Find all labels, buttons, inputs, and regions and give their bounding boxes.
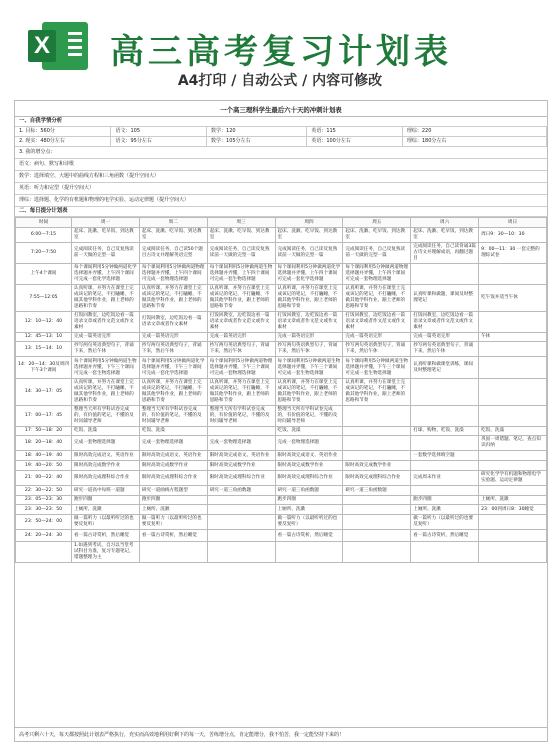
schedule-cell <box>343 505 411 515</box>
schedule-cell: 限时高效完成数学作业 <box>343 461 411 471</box>
schedule-cell: 每个课间利用5分钟做两道生物选择题并弄懂，下午三个课间可完成一套生物选择题 <box>72 357 140 379</box>
schedule-cell: 每个课间利用5分钟做两道物理选择题并弄懂，上午四个课间可完成一套物理选择题 <box>343 264 411 285</box>
schedule-cell: 研究一道曲线方程题型 <box>139 486 207 496</box>
schedule-cell <box>207 530 275 542</box>
schedule-cell: 限时高效完成数学作业 <box>275 461 343 471</box>
schedule-cell <box>479 451 547 461</box>
schedule-cell: 认真听课，并努力在课堂上完成该记的笔记，不打瞌睡，不做其他学科作业，跟上老师的思路和节奏 <box>139 379 207 406</box>
schedule-cell <box>275 542 343 563</box>
schedule-cell: 完成阅读任务，自己反复熟读前一天做的完型一篇 <box>72 243 140 264</box>
schedule-cell: 抄写两句英语典型句子，背诵下来，然后午休 <box>275 342 343 357</box>
schedule-cell: 认真听课，并努力在课堂上完成该记的笔记，不打瞌睡，不做其他学科作业，跟上老师的思路和节奏 <box>275 285 343 312</box>
column-header: 周二 <box>139 218 207 228</box>
table-row <box>16 379 547 406</box>
schedule-cell: 吃饭、洗澡 <box>275 427 343 436</box>
schedule-cell: 完成一篇英语完形 <box>207 333 275 342</box>
schedule-cell: 看一篇古诗赏析，然后睡觉 <box>139 530 207 542</box>
schedule-cell: 认真听课，并努力在课堂上完成该记的笔记，不打瞌睡，不做其他学科作业，跟上老师的思路和节奏 <box>207 285 275 312</box>
schedule-cell: 完成阅读任务，自己读反复熟读前一天做的完型一篇 <box>275 243 343 264</box>
table-row <box>16 312 547 333</box>
schedule-cell <box>343 406 411 427</box>
schedule-cell: 认真听课，并努力在课堂上完成该记的笔记，不打瞌睡，不做其他学科作业，跟上老师的思路和节奏 <box>275 379 343 406</box>
table-row <box>16 451 547 461</box>
schedule-cell: 每个课间利用5分钟做两道化学选择题并弄懂，上午四个课间可完成一套化学选择题 <box>72 264 140 285</box>
schedule-cell: 上厕所、洗漱 <box>411 505 479 515</box>
schedule-cell <box>479 379 547 406</box>
table-row <box>16 427 547 436</box>
schedule-cell <box>207 505 275 515</box>
score-cell: 数学：120 <box>207 127 307 136</box>
schedule-cell: 抄写两句英语典型句子，背诵下来，然后午休 <box>411 342 479 357</box>
schedule-cell: 抄写两句英语典型句子，背诵下来，然后午休 <box>139 342 207 357</box>
schedule-cell: 上厕所、洗漱 <box>275 505 343 515</box>
schedule-cell: 限时高效完成语文、英语作业 <box>72 451 140 461</box>
schedule-cell: 认真听课，并努力在课堂上完成该记的笔记，不打瞌睡，不做其他学科作业，跟上老师的思路和节奏 <box>343 285 411 312</box>
header <box>0 0 560 95</box>
time-cell: 22：30—22：50 <box>16 486 72 496</box>
schedule-cell: 跑步四圈 <box>72 496 140 505</box>
schedule-cell: 上厕所、洗漱 <box>139 505 207 515</box>
schedule-cell <box>207 542 275 563</box>
schedule-cell <box>479 312 547 333</box>
table-row <box>16 243 547 264</box>
schedule-cell <box>343 515 411 530</box>
schedule-cell: 看一篇古诗赏析，然后睡觉 <box>411 530 479 542</box>
schedule-cell <box>139 542 207 563</box>
schedule-cell: 上厕所、洗漱 <box>479 496 547 505</box>
schedule-cell <box>479 342 547 357</box>
column-header: 时间 <box>16 218 72 228</box>
schedule-cell <box>343 542 411 563</box>
schedule-cell: 打饭回教室，边吃饭边看一篇语录文章或者作文范文或作文素材 <box>72 312 140 333</box>
schedule-cell: 完成阅读任务，自己读50个题目古诗文并理解英语完型 <box>139 243 207 264</box>
table-row <box>16 436 547 451</box>
score-cell: 2. 现实：480分左右 <box>15 137 111 146</box>
time-cell: 13：15—14：10 <box>16 342 72 357</box>
time-cell: 14：30—17：05 <box>16 379 72 406</box>
schedule-cell: 认真听课，并努力在课堂上完成该记的笔记，不打瞌睡，不做其他学科作业，跟上老师的思路和节奏 <box>343 379 411 406</box>
table-row <box>16 496 547 505</box>
schedule-cell: 限时高效完成数学作业 <box>139 461 207 471</box>
schedule-cell: 一套数学选择填空题 <box>411 451 479 461</box>
time-cell: 21：00—22：40 <box>16 471 72 486</box>
score-cell: 英语：100分左右 <box>307 137 403 146</box>
section-heading-analysis: 一、自我学情分析 <box>15 117 547 127</box>
schedule-cell <box>479 542 547 563</box>
schedule-cell: 吃饭、洗澡 <box>479 427 547 436</box>
document-title: 一个高三理科学生最后六十天的冲刺计划表 <box>15 101 547 117</box>
schedule-cell: 限时高效完成理科综合作业 <box>72 471 140 486</box>
schedule-cell: 研究一道三角函数题 <box>275 486 343 496</box>
schedule-cell: 完成周末作业 <box>411 471 479 486</box>
schedule-cell <box>411 406 479 427</box>
column-header: 周日 <box>479 218 547 228</box>
schedule-cell: 认真听课和做题，课间及时整理笔记 <box>411 285 479 312</box>
schedule-cell: 打饭回教室，边吃饭边看一篇语录文章或者作文范文或作文素材 <box>275 312 343 333</box>
schedule-cell: 每个课间利用5分钟做两道物理选择题并弄懂，上午四个课间可完成一套物理选择题 <box>139 264 207 285</box>
schedule-cell: 起床、洗漱、吃早饭、到达教室 <box>72 228 140 243</box>
table-row <box>16 486 547 496</box>
schedule-cell: 完成一篇英语完形 <box>139 333 207 342</box>
schedule-cell: 吃午饭并适当午休 <box>479 285 547 312</box>
score-cell: 数学：105分左右 <box>207 137 307 146</box>
daily-schedule-table <box>15 217 547 563</box>
time-cell: 23：30—23：50 <box>16 505 72 515</box>
schedule-cell: 打饭回教室，边吃饭边看一篇语录文章或者作文素材 <box>139 312 207 333</box>
table-row <box>16 505 547 515</box>
schedule-cell: 抄写两句英语典型句子，背诵下来，然后午休 <box>72 342 140 357</box>
schedule-cell: 认真听课，并努力在课堂上完成该记的笔记，不打瞌睡，不做其他学科作业，跟上老师的思路和节奏 <box>207 379 275 406</box>
schedule-cell: 打球、购物、吃饭、洗澡 <box>411 427 479 436</box>
schedule-cell: 1.如遇到考试，自习以当堂考试科目为准，复习专题笔记，错题整理为主 <box>72 542 140 563</box>
score-cell: 理综：220 <box>403 127 547 136</box>
score-cell: 1. 目标：560分 <box>15 127 111 136</box>
schedule-cell: 做一篇听力（以最听听过的也要反复听） <box>139 515 207 530</box>
column-header: 周三 <box>207 218 275 228</box>
schedule-cell <box>411 436 479 451</box>
schedule-cell: 每个课间利用5分钟做两道生物选择题并弄懂，下午三个课间可完成一套生物选择题 <box>275 357 343 379</box>
schedule-cell: 完成一篇英语完形 <box>72 333 140 342</box>
schedule-cell: 每个课间利用5分钟做两道化学选择题并弄懂，下午三个课间可完成一套化学选择题 <box>139 357 207 379</box>
schedule-cell: 限时高效完成数学作业 <box>207 461 275 471</box>
schedule-cell: 每个课间利用5分钟做两道化学选择题并弄懂，上午四个课间可完成一套化学选择题 <box>275 264 343 285</box>
schedule-cell: 整理当天所有学科试卷完成的，有价值的笔记，不懂的及时问辅导老师 <box>275 406 343 427</box>
time-cell <box>16 542 72 563</box>
score-cell: 语文：95分左右 <box>111 137 207 146</box>
score-cell: 理综：180分左右 <box>403 137 547 146</box>
goal-scores-row <box>15 127 547 137</box>
column-header: 周六 <box>411 218 479 228</box>
schedule-cell: 限时高效完成理科综合作业 <box>207 471 275 486</box>
schedule-cell <box>479 530 547 542</box>
table-row <box>16 530 547 542</box>
time-cell: 6:00—7:15 <box>16 228 72 243</box>
schedule-cell <box>207 496 275 505</box>
score-cell: 英语：115 <box>307 127 403 136</box>
schedule-cell: 做一篇听力（以最听过的也要反复听） <box>411 515 479 530</box>
schedule-cell <box>479 461 547 471</box>
table-row <box>16 228 547 243</box>
schedule-cell: 23：00到周日8：30睡觉 <box>479 505 547 515</box>
schedule-cell: 限时高效完成数学作业 <box>72 461 140 471</box>
plan-sheet <box>14 100 548 742</box>
schedule-cell <box>411 264 479 285</box>
schedule-cell: 限时高效完成理科综合作业 <box>275 471 343 486</box>
schedule-cell: 完成一篇英语完形 <box>343 333 411 342</box>
time-cell: 上午4个课间 <box>16 264 72 285</box>
table-row <box>16 461 547 471</box>
schedule-cell <box>343 436 411 451</box>
column-header: 周四 <box>275 218 343 228</box>
time-cell: 12：10—12：40 <box>16 312 72 333</box>
schedule-cell: 完成阅读任务，自己读背诵3篇古诗文并理解成语，再翻过题目 <box>411 243 479 264</box>
table-row <box>16 471 547 486</box>
schedule-cell: 打饭回教室，边吃饭边看一篇语录文章或者作文范文或作文素材 <box>207 312 275 333</box>
schedule-cell: 看一篇古诗赏析，然后睡觉 <box>275 530 343 542</box>
schedule-cell <box>207 427 275 436</box>
table-row <box>16 342 547 357</box>
schedule-cell: 研究一道三角函数题 <box>207 486 275 496</box>
footer-note: 高考只剩六十天，每天都按照此计划表严格执行，充实而高效地利用好剩下的每一天，苦练增分点，肯定能增分，我不怕苦，我一定能坚持下来的！ <box>15 727 547 741</box>
schedule-cell: 每个课间利用5分钟做两道生物选择题并弄懂，下午三个课间可完成一套生物选择题 <box>343 357 411 379</box>
time-cell: 17：50—18：20 <box>16 427 72 436</box>
time-cell: 12：45—13：10 <box>16 333 72 342</box>
schedule-cell: 打饭回教室，边吃饭边看一篇语录文章或者作文范文或作文素材 <box>343 312 411 333</box>
schedule-cell: 跑步四圈 <box>411 496 479 505</box>
improvement-item: 理综：选择题、化学的有机题和物理的电学实验、运动定律题（提升空间大） <box>15 195 547 207</box>
schedule-cell: 限时高效完成理科综合作业 <box>139 471 207 486</box>
schedule-cell: 起床、洗漱、吃早饭、到达教室 <box>139 228 207 243</box>
schedule-cell: 限时高效完成语文、英语作业 <box>275 451 343 461</box>
time-cell: 7:20—7:50 <box>16 243 72 264</box>
schedule-cell <box>207 515 275 530</box>
time-cell: 18：20—18：40 <box>16 436 72 451</box>
score-cell: 语文：105 <box>111 127 207 136</box>
time-cell: 17：00—17：45 <box>16 406 72 427</box>
time-cell: 7:55—12:05 <box>16 285 72 312</box>
schedule-cell <box>411 461 479 471</box>
schedule-cell: 研究一道高中每班一道题 <box>72 486 140 496</box>
schedule-cell <box>411 486 479 496</box>
table-header-row <box>16 218 547 228</box>
schedule-cell: 抄写两句英语典型句子，背诵下来，然后午休 <box>207 342 275 357</box>
schedule-cell: 9：00—11：30 一套完整的理综试卷 <box>479 243 547 264</box>
schedule-cell <box>479 486 547 496</box>
table-row <box>16 264 547 285</box>
column-header: 周五 <box>343 218 411 228</box>
schedule-cell: 起床、洗漱、吃早饭、到达教室 <box>207 228 275 243</box>
schedule-cell <box>343 496 411 505</box>
schedule-cell: 做一篇听力（以最听听过的也要反复听） <box>72 515 140 530</box>
schedule-cell: 限时高效完成语文、英语作业 <box>139 451 207 461</box>
schedule-cell: 吃饭、洗澡 <box>72 427 140 436</box>
schedule-cell: 吃饭、洗澡 <box>139 427 207 436</box>
schedule-cell: 完成一篇英语完形 <box>275 333 343 342</box>
schedule-cell <box>343 427 411 436</box>
schedule-cell: 完成一套物理选择题 <box>275 436 343 451</box>
schedule-cell <box>479 264 547 285</box>
schedule-cell <box>479 515 547 530</box>
column-header: 周一 <box>72 218 140 228</box>
schedule-cell: 午休 <box>479 333 547 342</box>
schedule-cell: 研究一道三角函数题 <box>343 486 411 496</box>
schedule-cell: 整理当天所有学科试卷完成的，有价值的笔记，不懂的及时问辅导老师 <box>139 406 207 427</box>
page-title: 高三高考复习计划表 <box>110 32 452 72</box>
schedule-cell: 做一篇听力（以最听听过的也要反复听） <box>275 515 343 530</box>
page-subtitle: A4打印 / 自动公式 / 内容可修改 <box>177 73 383 89</box>
time-cell: 23：50—24：00 <box>16 515 72 530</box>
schedule-cell: 完成一套物理选择题 <box>72 436 140 451</box>
improvement-item: 语文：病句、默写和诗歌 <box>15 159 547 171</box>
schedule-cell <box>343 451 411 461</box>
excel-logo-icon: X <box>28 22 90 70</box>
schedule-cell: 起床、洗漱、吃早饭、到达教室 <box>275 228 343 243</box>
schedule-cell: 完成一篇英语完形 <box>411 333 479 342</box>
schedule-cell: 上厕所、洗漱 <box>72 505 140 515</box>
schedule-cell <box>411 379 479 406</box>
schedule-cell: 巩固一周错题、笔记，查点知识归纳 <box>479 436 547 451</box>
table-row <box>16 285 547 312</box>
schedule-cell: 跑步四圈 <box>275 496 343 505</box>
table-row <box>16 357 547 379</box>
schedule-cell: 认真听课和做课堂训练，课间及时整理笔记 <box>411 357 479 379</box>
improvement-list <box>15 159 547 207</box>
table-row <box>16 333 547 342</box>
schedule-cell <box>411 542 479 563</box>
time-cell: 19：40—20：50 <box>16 461 72 471</box>
schedule-cell: 每个课间利用5分钟做两道物理选择题并弄懂，下午三个课间可完成一套物理选择题 <box>207 357 275 379</box>
schedule-cell: 完成阅读任务，自己读反复熟读前一天做的完型一篇 <box>207 243 275 264</box>
schedule-cell: 整理当天所有学科试卷完成的，有价值的笔记，不懂的及时问辅导老师 <box>207 406 275 427</box>
schedule-cell: 抄写两句英语典型句子，背诵下来，然后午休 <box>343 342 411 357</box>
schedule-cell: 每个课间利用5分钟做两道生物选择题并弄懂，上午四个课间可完成一套生物选择题 <box>207 264 275 285</box>
schedule-cell: 周日9：30—10：30 <box>479 228 547 243</box>
time-cell: 23：05—23：30 <box>16 496 72 505</box>
current-scores-row <box>15 137 547 147</box>
schedule-cell: 起床、洗漱、吃早饭、到达教室 <box>343 228 411 243</box>
time-cell: 24：20—24：30 <box>16 530 72 542</box>
improvement-heading: 3. 我的增分点： <box>15 147 547 159</box>
improvement-item: 数学：选择填空、大题中的曲线方程和三角函数（提升空间大） <box>15 171 547 183</box>
schedule-cell: 限时高效完成理科综合作业 <box>343 471 411 486</box>
time-cell: 18：40—19：40 <box>16 451 72 461</box>
schedule-cell: 认真听课，并努力在课堂上完成该记的笔记，不打瞌睡，不做其他学科作业，跟上老师的思路和节奏 <box>72 379 140 406</box>
schedule-cell <box>479 406 547 427</box>
improvement-item: 英语：听力和完型（提升空间大） <box>15 183 547 195</box>
schedule-cell: 研究化学学有机题和物理电学实验题、运动定律题 <box>479 471 547 486</box>
schedule-cell: 跑步四圈 <box>139 496 207 505</box>
schedule-cell: 打饭回教室，边吃饭边看一篇语录文章或者作文范文或作文素材 <box>411 312 479 333</box>
schedule-cell <box>343 530 411 542</box>
schedule-cell <box>479 357 547 379</box>
table-row <box>16 406 547 427</box>
schedule-cell: 看一篇古诗赏析，然后睡觉 <box>72 530 140 542</box>
table-row <box>16 542 547 563</box>
time-cell: 14：20—14：30及周四下午3个课间 <box>16 357 72 379</box>
schedule-cell: 认真听课，并努力在课堂上完成该记的笔记，不打瞌睡，不做其他学科作业，跟上老师的思路和节奏 <box>139 285 207 312</box>
schedule-cell: 起床、洗漱、吃早饭、到达教室 <box>411 228 479 243</box>
schedule-cell: 限时高效完成语文、英语作业 <box>207 451 275 461</box>
schedule-cell: 完成一套物理选择题 <box>139 436 207 451</box>
schedule-cell: 完成一套物理选择题 <box>207 436 275 451</box>
schedule-cell: 完成阅读任务，自己反复熟读前一天做的完型一篇 <box>343 243 411 264</box>
schedule-cell: 认真听课，并努力在课堂上完成该记的笔记，不打瞌睡，不做其他学科作业，跟上老师的思路和节奏 <box>72 285 140 312</box>
section-heading-daily-plan: 二、每日提分计划表 <box>15 207 547 217</box>
table-row <box>16 515 547 530</box>
schedule-cell: 整理当天所有学科试卷完成的，有价值的笔记，不懂的及时问辅导老师 <box>72 406 140 427</box>
